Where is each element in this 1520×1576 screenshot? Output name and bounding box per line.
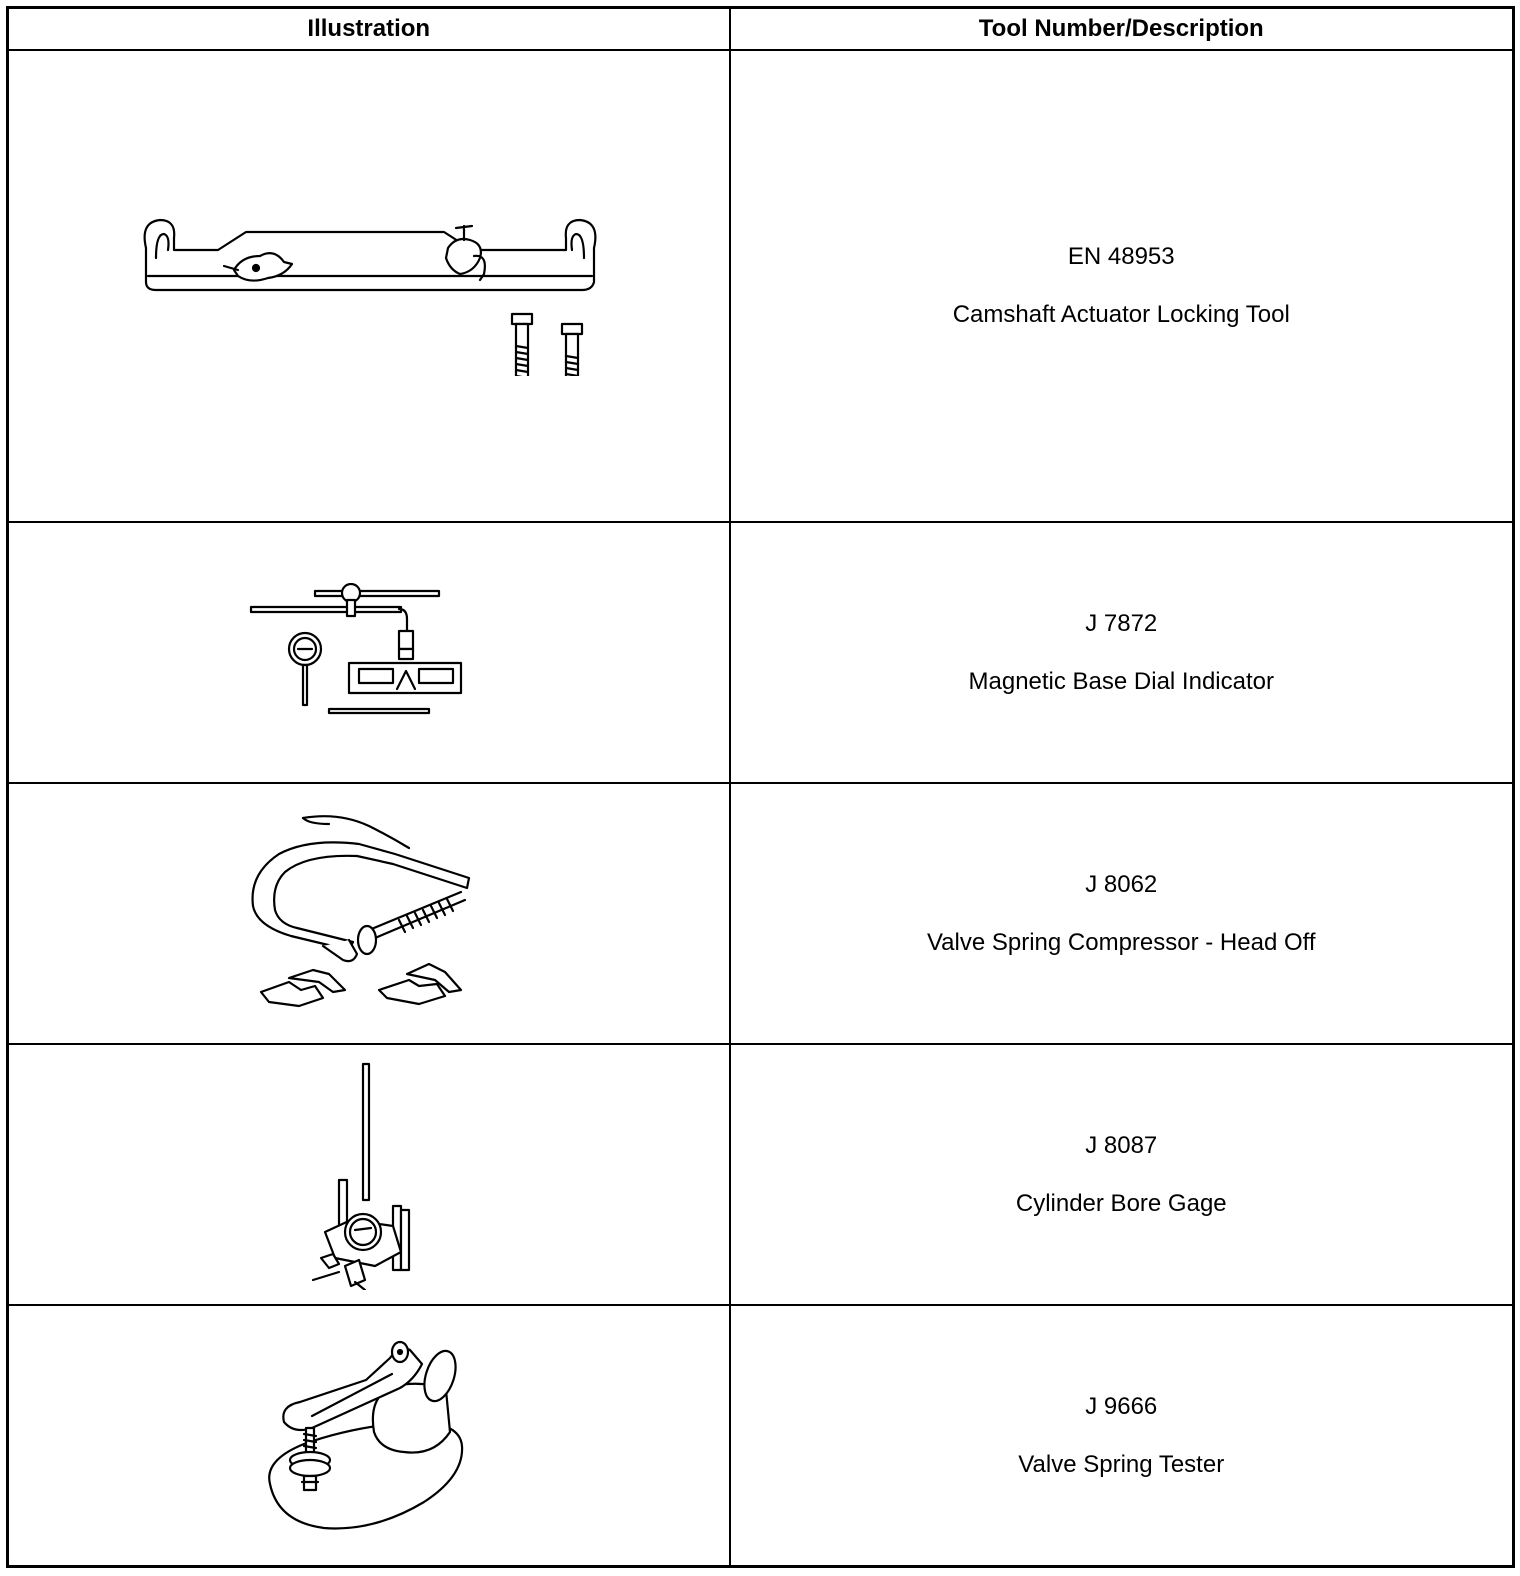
- tool-info-cell: [730, 522, 1514, 783]
- tool-description: Magnetic Base Dial Indicator: [968, 667, 1274, 695]
- illustration-cell: [8, 1305, 730, 1567]
- illustration-cell: [8, 50, 730, 522]
- table-row: [8, 50, 1514, 522]
- tool-number: J 7872: [1085, 609, 1158, 637]
- header-illustration: Illustration: [8, 8, 730, 51]
- tool-number: J 9666: [1085, 1392, 1158, 1420]
- valve-spring-compressor-icon: [249, 814, 489, 1014]
- tool-info-cell: [730, 50, 1514, 522]
- tool-number: EN 48953: [1067, 243, 1175, 270]
- tools-table: [6, 6, 1515, 1568]
- table-row: [8, 1044, 1514, 1305]
- illustration-cell: [8, 783, 730, 1044]
- tool-info-cell: [730, 1305, 1514, 1567]
- valve-spring-tester-icon: [264, 1336, 474, 1536]
- camshaft-actuator-locking-tool-icon: [134, 196, 604, 376]
- header-tool-number-description: Tool Number/Description: [730, 8, 1514, 51]
- tool-info-cell: [730, 1044, 1514, 1305]
- tool-description: Cylinder Bore Gage: [1015, 1189, 1227, 1217]
- illustration-cell: [8, 1044, 730, 1305]
- cylinder-bore-gage-icon: [309, 1060, 429, 1290]
- illustration-cell: [8, 522, 730, 783]
- tool-number: J 8062: [1085, 870, 1158, 898]
- table-row: [8, 783, 1514, 1044]
- table-row: [8, 522, 1514, 783]
- tool-number: J 8087: [1085, 1131, 1158, 1159]
- magnetic-base-dial-indicator-icon: [249, 583, 489, 723]
- tool-description: Valve Spring Tester: [1018, 1450, 1225, 1478]
- tool-description: Camshaft Actuator Locking Tool: [952, 301, 1290, 328]
- table-row: [8, 1305, 1514, 1567]
- tool-description: Valve Spring Compressor - Head Off: [926, 928, 1316, 956]
- header-row: [8, 8, 1514, 51]
- tool-info-cell: [730, 783, 1514, 1044]
